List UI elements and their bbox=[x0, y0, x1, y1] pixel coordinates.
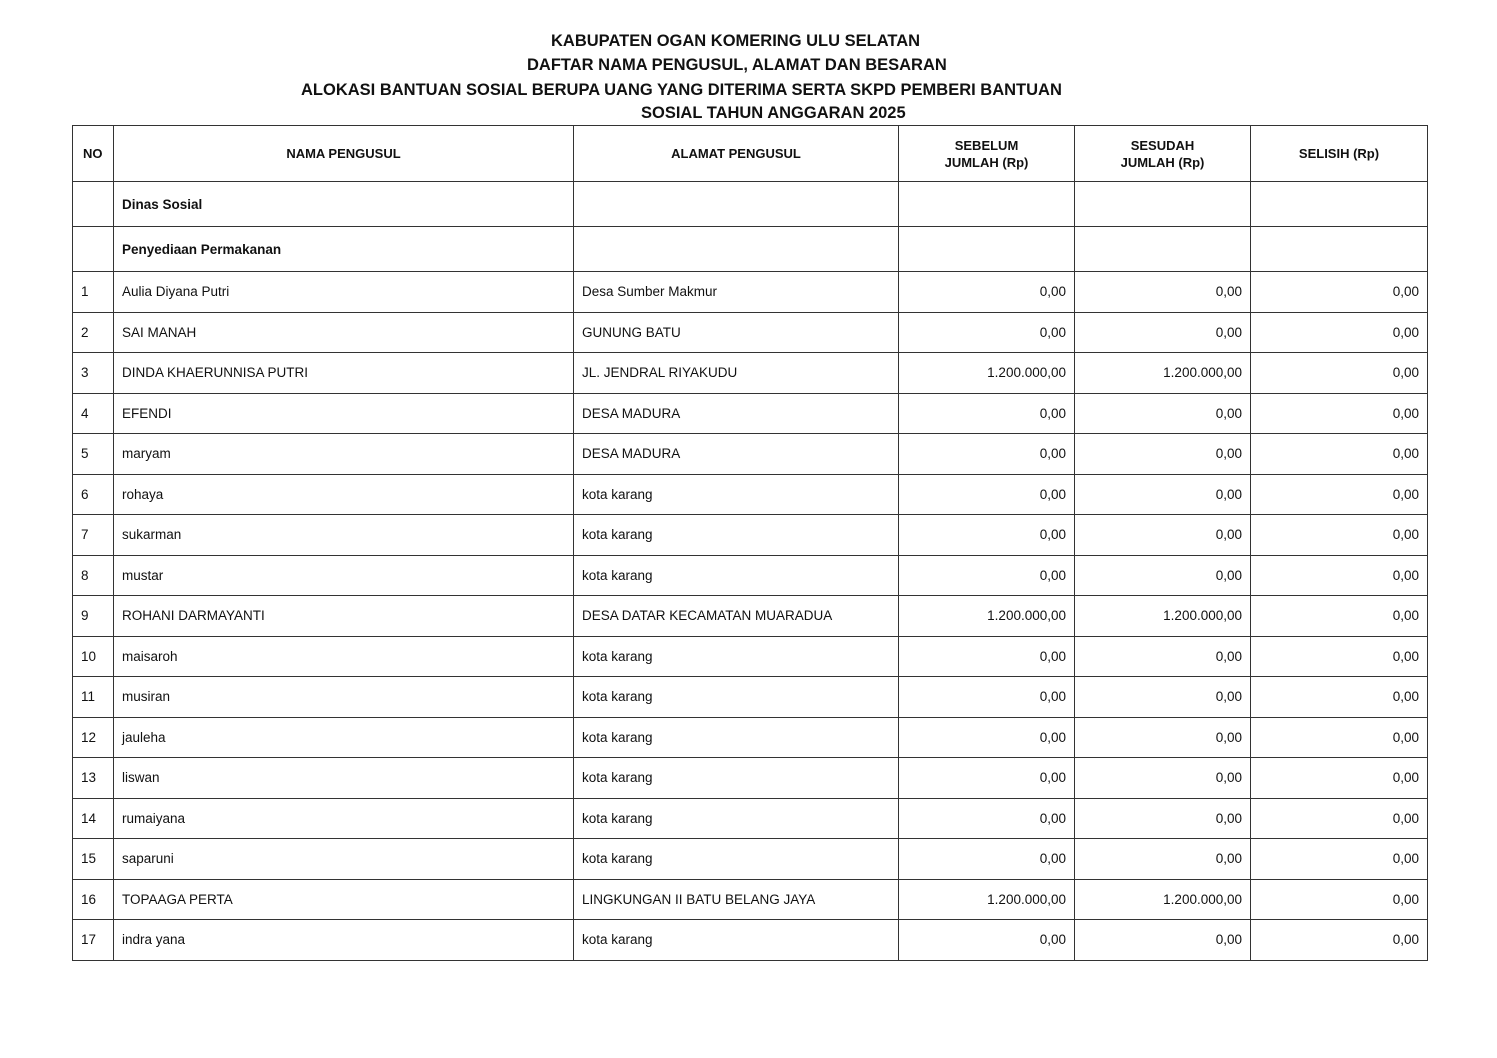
cell-nama: DINDA KHAERUNNISA PUTRI bbox=[114, 353, 574, 394]
cell-no: 4 bbox=[73, 393, 114, 434]
cell-selisih: 0,00 bbox=[1251, 555, 1428, 596]
cell-sebelum: 1.200.000,00 bbox=[899, 353, 1075, 394]
table-row bbox=[73, 636, 1428, 677]
cell-selisih: 0,00 bbox=[1251, 596, 1428, 637]
table-row bbox=[73, 272, 1428, 313]
cell-sebelum: 0,00 bbox=[899, 272, 1075, 313]
cell-selisih: 0,00 bbox=[1251, 879, 1428, 920]
cell-sebelum: 0,00 bbox=[899, 839, 1075, 880]
cell-alamat: kota karang bbox=[574, 555, 899, 596]
section-empty-cell bbox=[574, 227, 899, 272]
section-empty-cell bbox=[1075, 227, 1251, 272]
cell-nama: EFENDI bbox=[114, 393, 574, 434]
cell-nama: SAI MANAH bbox=[114, 312, 574, 353]
section-empty-cell bbox=[1075, 182, 1251, 227]
cell-no: 10 bbox=[73, 636, 114, 677]
cell-no: 14 bbox=[73, 798, 114, 839]
cell-alamat: Desa Sumber Makmur bbox=[574, 272, 899, 313]
cell-nama: liswan bbox=[114, 758, 574, 799]
cell-sesudah: 0,00 bbox=[1075, 393, 1251, 434]
cell-alamat: kota karang bbox=[574, 920, 899, 961]
table-row bbox=[73, 353, 1428, 394]
cell-sebelum: 1.200.000,00 bbox=[899, 596, 1075, 637]
cell-alamat: DESA MADURA bbox=[574, 393, 899, 434]
table-header-row bbox=[73, 126, 1428, 182]
cell-sesudah: 0,00 bbox=[1075, 798, 1251, 839]
cell-selisih: 0,00 bbox=[1251, 798, 1428, 839]
header-sebelum-line1: SEBELUM bbox=[954, 137, 1019, 153]
section-no-cell bbox=[73, 227, 114, 272]
cell-sesudah: 0,00 bbox=[1075, 312, 1251, 353]
cell-alamat: JL. JENDRAL RIYAKUDU bbox=[574, 353, 899, 394]
cell-nama: mustar bbox=[114, 555, 574, 596]
table-row bbox=[73, 758, 1428, 799]
cell-alamat: kota karang bbox=[574, 677, 899, 718]
table-row bbox=[73, 474, 1428, 515]
table-row bbox=[73, 839, 1428, 880]
cell-alamat: kota karang bbox=[574, 758, 899, 799]
header-sesudah-jumlah bbox=[1075, 126, 1251, 182]
cell-alamat: kota karang bbox=[574, 474, 899, 515]
cell-alamat: kota karang bbox=[574, 839, 899, 880]
table-row bbox=[73, 596, 1428, 637]
cell-selisih: 0,00 bbox=[1251, 474, 1428, 515]
table-row bbox=[73, 555, 1428, 596]
cell-sebelum: 0,00 bbox=[899, 434, 1075, 475]
header-sebelum-line2: JUMLAH (Rp) bbox=[944, 154, 1029, 170]
cell-sesudah: 1.200.000,00 bbox=[1075, 353, 1251, 394]
cell-alamat: kota karang bbox=[574, 717, 899, 758]
cell-sebelum: 0,00 bbox=[899, 758, 1075, 799]
cell-alamat: LINGKUNGAN II BATU BELANG JAYA bbox=[574, 879, 899, 920]
cell-sebelum: 0,00 bbox=[899, 474, 1075, 515]
header-sesudah-line1: SESUDAH bbox=[1130, 137, 1195, 153]
section-row-dinas-sosial bbox=[73, 182, 1428, 227]
social-aid-table bbox=[72, 125, 1428, 961]
cell-no: 2 bbox=[73, 312, 114, 353]
cell-no: 16 bbox=[73, 879, 114, 920]
cell-sesudah: 0,00 bbox=[1075, 434, 1251, 475]
table-row bbox=[73, 717, 1428, 758]
cell-sebelum: 0,00 bbox=[899, 717, 1075, 758]
title-fiscal-year: SOSIAL TAHUN ANGGARAN 2025 bbox=[641, 104, 906, 122]
cell-no: 17 bbox=[73, 920, 114, 961]
cell-no: 1 bbox=[73, 272, 114, 313]
cell-no: 6 bbox=[73, 474, 114, 515]
title-list-name: DAFTAR NAMA PENGUSUL, ALAMAT DAN BESARAN bbox=[527, 56, 947, 74]
cell-sebelum: 0,00 bbox=[899, 798, 1075, 839]
cell-nama: musiran bbox=[114, 677, 574, 718]
cell-sesudah: 0,00 bbox=[1075, 272, 1251, 313]
cell-no: 9 bbox=[73, 596, 114, 637]
header-alamat-pengusul: ALAMAT PENGUSUL bbox=[574, 126, 899, 182]
cell-alamat: DESA DATAR KECAMATAN MUARADUA bbox=[574, 596, 899, 637]
cell-nama: indra yana bbox=[114, 920, 574, 961]
cell-sesudah: 0,00 bbox=[1075, 920, 1251, 961]
cell-nama: ROHANI DARMAYANTI bbox=[114, 596, 574, 637]
cell-selisih: 0,00 bbox=[1251, 636, 1428, 677]
section-no-cell bbox=[73, 182, 114, 227]
cell-no: 7 bbox=[73, 515, 114, 556]
table-row bbox=[73, 434, 1428, 475]
cell-selisih: 0,00 bbox=[1251, 677, 1428, 718]
table-row bbox=[73, 393, 1428, 434]
table-row bbox=[73, 879, 1428, 920]
cell-nama: maryam bbox=[114, 434, 574, 475]
title-regency: KABUPATEN OGAN KOMERING ULU SELATAN bbox=[551, 32, 921, 50]
cell-selisih: 0,00 bbox=[1251, 839, 1428, 880]
cell-no: 5 bbox=[73, 434, 114, 475]
cell-selisih: 0,00 bbox=[1251, 272, 1428, 313]
header-no: NO bbox=[73, 126, 114, 182]
cell-sebelum: 0,00 bbox=[899, 636, 1075, 677]
cell-no: 15 bbox=[73, 839, 114, 880]
cell-selisih: 0,00 bbox=[1251, 920, 1428, 961]
cell-selisih: 0,00 bbox=[1251, 353, 1428, 394]
cell-sesudah: 0,00 bbox=[1075, 555, 1251, 596]
table-row bbox=[73, 515, 1428, 556]
cell-sebelum: 1.200.000,00 bbox=[899, 879, 1075, 920]
cell-sesudah: 0,00 bbox=[1075, 515, 1251, 556]
cell-nama: TOPAAGA PERTA bbox=[114, 879, 574, 920]
cell-sesudah: 0,00 bbox=[1075, 474, 1251, 515]
cell-sesudah: 1.200.000,00 bbox=[1075, 596, 1251, 637]
title-allocation: ALOKASI BANTUAN SOSIAL BERUPA UANG YANG DITERIMA SERTA SKPD PEMBERI BANTUAN bbox=[301, 81, 1062, 99]
cell-sesudah: 0,00 bbox=[1075, 717, 1251, 758]
cell-nama: saparuni bbox=[114, 839, 574, 880]
header-sesudah-line2: JUMLAH (Rp) bbox=[1120, 154, 1205, 170]
cell-nama: rumaiyana bbox=[114, 798, 574, 839]
cell-sesudah: 0,00 bbox=[1075, 636, 1251, 677]
cell-selisih: 0,00 bbox=[1251, 717, 1428, 758]
cell-no: 11 bbox=[73, 677, 114, 718]
cell-nama: jauleha bbox=[114, 717, 574, 758]
cell-nama: maisaroh bbox=[114, 636, 574, 677]
cell-selisih: 0,00 bbox=[1251, 758, 1428, 799]
table-row bbox=[73, 312, 1428, 353]
header-nama-pengusul: NAMA PENGUSUL bbox=[114, 126, 574, 182]
cell-sebelum: 0,00 bbox=[899, 312, 1075, 353]
cell-selisih: 0,00 bbox=[1251, 515, 1428, 556]
table-row bbox=[73, 920, 1428, 961]
cell-sebelum: 0,00 bbox=[899, 677, 1075, 718]
cell-no: 13 bbox=[73, 758, 114, 799]
cell-no: 3 bbox=[73, 353, 114, 394]
cell-sebelum: 0,00 bbox=[899, 920, 1075, 961]
cell-sebelum: 0,00 bbox=[899, 393, 1075, 434]
cell-sebelum: 0,00 bbox=[899, 515, 1075, 556]
cell-nama: rohaya bbox=[114, 474, 574, 515]
cell-nama: sukarman bbox=[114, 515, 574, 556]
cell-selisih: 0,00 bbox=[1251, 434, 1428, 475]
table-row bbox=[73, 677, 1428, 718]
table-row bbox=[73, 798, 1428, 839]
header-sebelum-jumlah bbox=[899, 126, 1075, 182]
section-label: Penyediaan Permakanan bbox=[114, 227, 574, 272]
cell-sesudah: 0,00 bbox=[1075, 758, 1251, 799]
cell-sebelum: 0,00 bbox=[899, 555, 1075, 596]
section-empty-cell bbox=[1251, 182, 1428, 227]
cell-sesudah: 1.200.000,00 bbox=[1075, 879, 1251, 920]
header-selisih: SELISIH (Rp) bbox=[1251, 126, 1428, 182]
cell-alamat: kota karang bbox=[574, 515, 899, 556]
cell-nama: Aulia Diyana Putri bbox=[114, 272, 574, 313]
cell-alamat: DESA MADURA bbox=[574, 434, 899, 475]
section-empty-cell bbox=[899, 227, 1075, 272]
cell-sesudah: 0,00 bbox=[1075, 839, 1251, 880]
cell-selisih: 0,00 bbox=[1251, 312, 1428, 353]
section-empty-cell bbox=[899, 182, 1075, 227]
cell-sesudah: 0,00 bbox=[1075, 677, 1251, 718]
section-empty-cell bbox=[574, 182, 899, 227]
cell-alamat: GUNUNG BATU bbox=[574, 312, 899, 353]
section-label: Dinas Sosial bbox=[114, 182, 574, 227]
cell-alamat: kota karang bbox=[574, 636, 899, 677]
cell-alamat: kota karang bbox=[574, 798, 899, 839]
cell-no: 8 bbox=[73, 555, 114, 596]
cell-selisih: 0,00 bbox=[1251, 393, 1428, 434]
section-row-penyediaan-permakanan bbox=[73, 227, 1428, 272]
section-empty-cell bbox=[1251, 227, 1428, 272]
cell-no: 12 bbox=[73, 717, 114, 758]
